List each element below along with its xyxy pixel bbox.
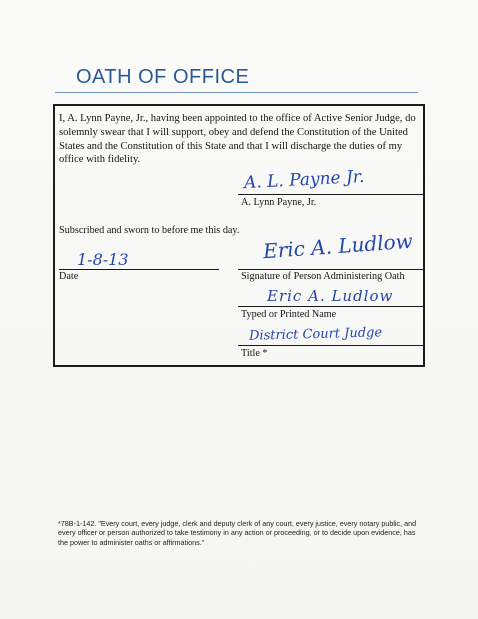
printed-name-label: Typed or Printed Name — [241, 309, 337, 320]
subscribed-statement: Subscribed and sworn to before me this day. — [59, 225, 240, 236]
date-line — [59, 269, 219, 270]
statute-footnote: *78B-1-142. "Every court, every judge, clerk and deputy clerk of any court, every justice, every notary public, and every officer or person authorized to take testimony in any action or proceeding, or to decide upon evidence, has the power to administer oaths or affirmations." — [58, 519, 417, 547]
administrator-title: District Court Judge — [248, 325, 383, 344]
title-label: Title * — [241, 348, 268, 359]
date-label: Date — [59, 271, 79, 282]
printed-name-line — [238, 306, 423, 307]
administrator-signature-line — [238, 269, 423, 270]
oath-form-box — [53, 104, 425, 367]
oath-statement: I, A. Lynn Payne, Jr., having been appointed to the office of Active Senior Judge, do solemnly swear that I will support, obey and defend the Constitution of the United States and the Constitution of this State and that I will discharge the duties of my office with fidelity. — [59, 113, 416, 166]
title-underline — [55, 92, 418, 93]
affiant-signature: A. L. Payne Jr. — [243, 166, 365, 194]
administrator-signature: Eric A. Ludlow — [262, 228, 414, 264]
administrator-printed-name: Eric A. Ludlow — [267, 287, 394, 305]
administrator-signature-label: Signature of Person Administering Oath — [241, 271, 405, 282]
affiant-signature-line — [238, 194, 423, 195]
title-line — [238, 345, 423, 346]
affiant-printed-name: A. Lynn Payne, Jr. — [241, 197, 317, 208]
document-title: OATH OF OFFICE — [76, 66, 250, 88]
date-value: 1-8-13 — [77, 250, 129, 269]
